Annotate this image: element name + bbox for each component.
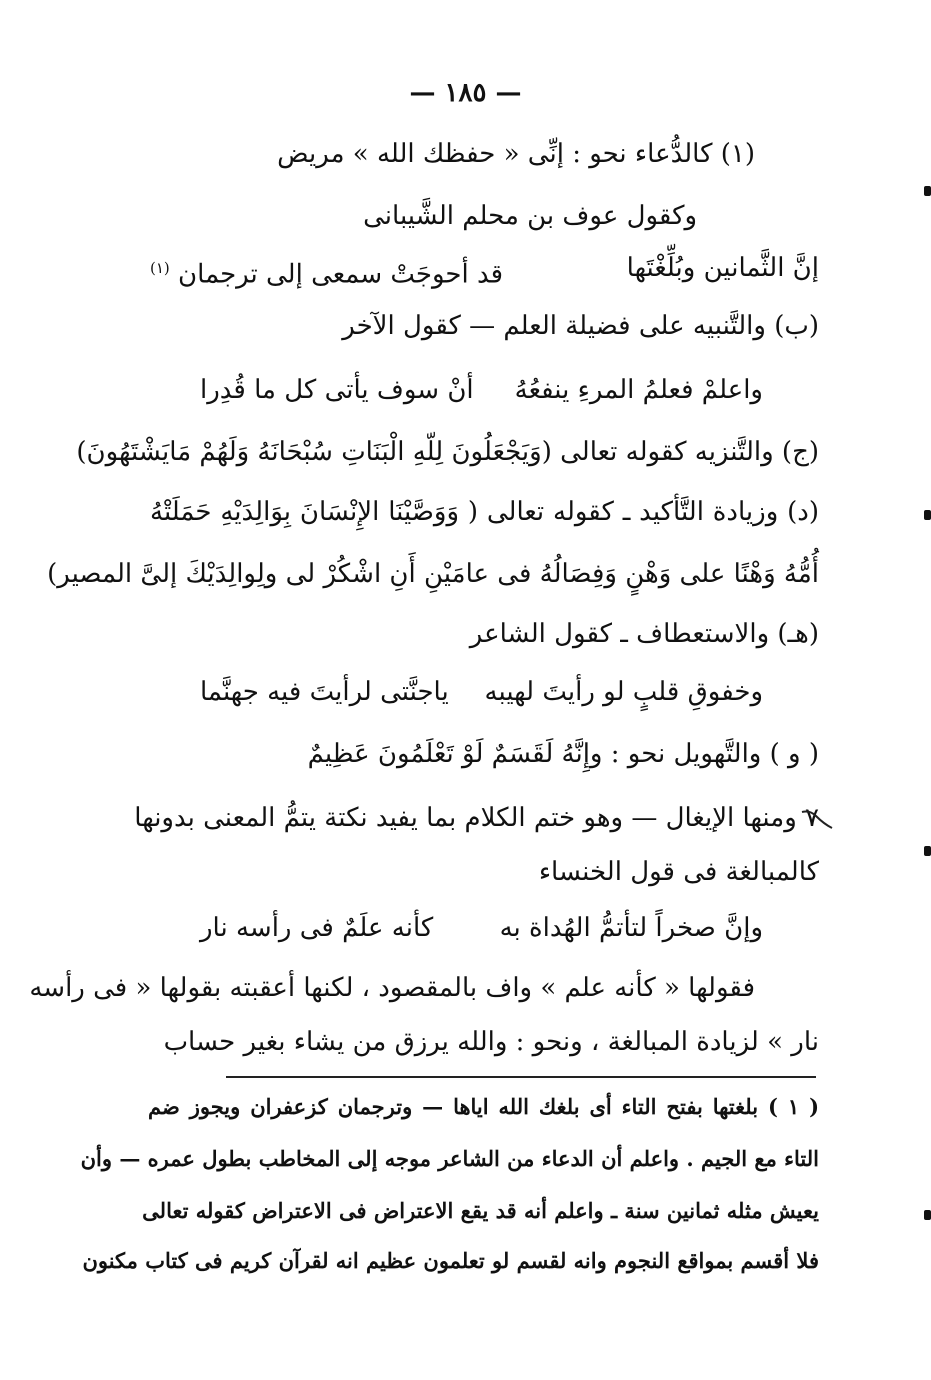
verse-1-second-hemistich: [150, 244, 503, 292]
margin-mark: [924, 186, 931, 196]
margin-mark: [924, 1210, 931, 1220]
page-number: — ١٨٥ —: [409, 78, 522, 108]
footnote-line-4: فلا أقسم بمواقع النجوم وانه لقسم لو تعلمون عظيم انه لقرآن كريم فى كتاب مكنون: [82, 1248, 819, 1273]
verse-3-first-hemistich: وخفوقِ قلبٍ لو رأيتَ لهيبه: [484, 677, 763, 707]
verse-2-first-hemistich: واعلمْ فعلمُ المرءِ ينفعُهُ: [514, 375, 763, 405]
footnote-line-1: ( ١ ) بلغتها بفتح التاء أى بلغك الله اياها — وترجمان كزعفران ويجوز ضم: [148, 1094, 820, 1119]
verse-1-second-hemistich-text: قد أحوجَتْ سمعى إلى ترجمان: [178, 259, 504, 290]
verse-4: [200, 904, 763, 952]
text-line-7: (هـ) والاستعطاف ـ كقول الشاعر: [469, 619, 819, 649]
text-line-10: كالمبالغة فى قول الخنساء: [538, 857, 819, 887]
margin-mark: [924, 510, 931, 520]
verse-3: [200, 668, 763, 716]
text-line-4: (ج) والتَّنزيه كقوله تعالى (وَيَجْعَلُونَ لِلّهِ الْبَنَاتِ سُبْحَانَهُ وَلَهُمْ مَايَشْتَهُونَ): [76, 437, 819, 467]
verse-4-second-hemistich: كأنه علَمٌ فى رأسه نار: [200, 913, 434, 943]
text-line-8: ( و ) والتَّهويل نحو : وإِنَّهُ لَقَسَمٌ لَوْ تَعْلَمُونَ عَظِيمٌ: [307, 739, 819, 769]
text-line-5: (د) وزيادة التَّأكيد ـ كقوله تعالى ( وَوَصَّيْنَا الإِنْسَانَ بِوَالِدَيْهِ حَمَلَتْهُ: [150, 497, 819, 527]
text-line-12: نار » لزيادة المبالغة ، ونحو : والله يرزق من يشاء بغير حساب: [163, 1027, 819, 1057]
text-line-6: أُمُّهُ وَهْنًا على وَهْنٍ وَفِصَالُهُ فى عامَيْنِ أَنِ اشْكُرْ لى ولِوالِدَيْكَ إلىَّ المصير): [47, 559, 819, 589]
footnote-line-3: يعيش مثله ثمانين سنة ـ واعلم أنه قد يقع الاعتراض فى الاعتراض كقوله تعالى: [142, 1198, 819, 1223]
footnote-separator: [226, 1076, 816, 1078]
verse-1-first-hemistich: إنَّ الثَّمانين وبُلِّغْتَها: [626, 253, 819, 283]
footnote-line-2: التاء مع الجيم . واعلم أن الدعاء من الشاعر موجه إلى المخاطب بطول عمره — وأن: [80, 1146, 819, 1171]
text-line-2: وكقول عوف بن محلم الشَّيبانى: [363, 201, 697, 231]
footnote-reference[interactable]: (١): [150, 259, 170, 277]
text-line-9: ٧ ومنها الإيغال — وهو ختم الكلام بما يفيد نكتة يتمُّ المعنى بدونها: [134, 803, 819, 833]
text-line-11: فقولها « كأنه علم » واف بالمقصود ، لكنها أعقبته بقولها « فى رأسه: [29, 973, 755, 1003]
verse-2: [200, 366, 763, 414]
margin-mark: [924, 846, 931, 856]
verse-2-second-hemistich: أنْ سوف يأتى كل ما قُدِرا: [200, 375, 474, 405]
text-line-1: (١) كالدُّعاء نحو : إنِّى « حفظك الله » مريض: [277, 139, 755, 169]
margin-bracket-mark: [800, 808, 834, 830]
verse-4-first-hemistich: وإنَّ صخراً لتأتمُّ الهُداة به: [499, 913, 763, 943]
verse-3-second-hemistich: ياجنَّتى لرأيتَ فيه جهنَّما: [200, 677, 449, 707]
text-line-3: (ب) والتَّنبيه على فضيلة العلم — كقول الآخر: [342, 311, 819, 341]
verse-1: [150, 244, 819, 292]
